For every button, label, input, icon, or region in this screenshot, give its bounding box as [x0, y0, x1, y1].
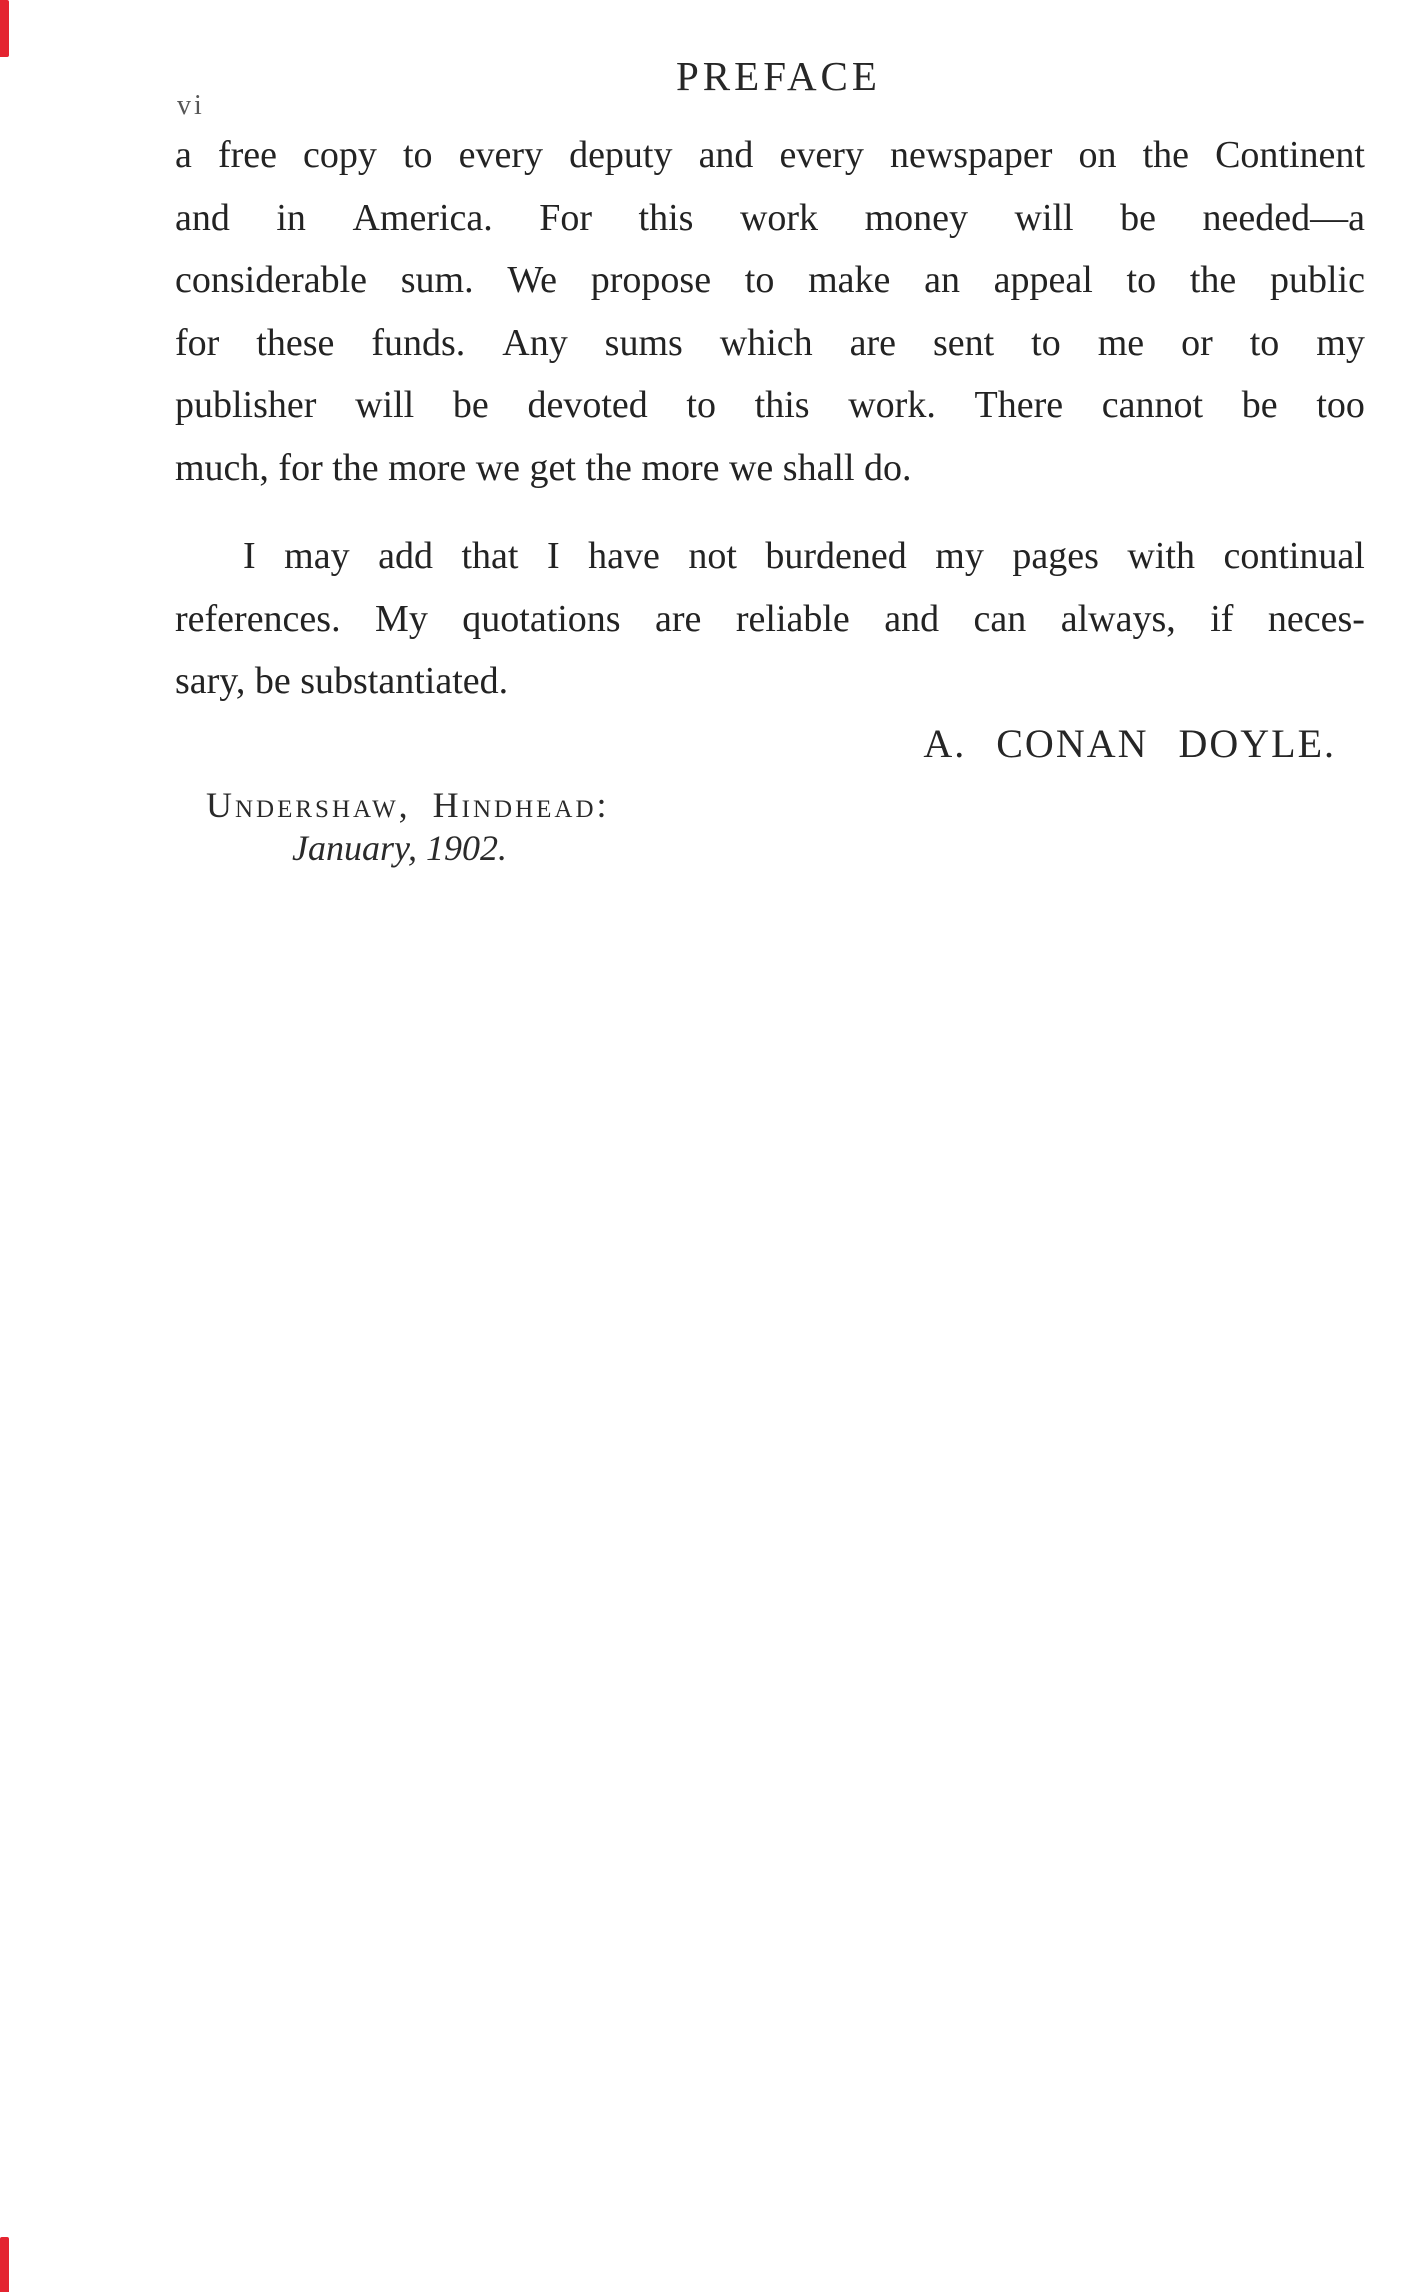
text-line: and in America. For this work money will be needed—a: [175, 196, 1365, 239]
scan-artifact-mark-top: [0, 0, 9, 57]
page-number: vi: [177, 90, 205, 121]
paragraph: [175, 124, 1365, 499]
scan-artifact-mark-bottom: [0, 2237, 9, 2292]
text-line: for these funds. Any sums which are sent to me or to my: [175, 321, 1365, 364]
text-line: I may add that I have not burdened my pages with continual: [243, 535, 1365, 577]
text-line: references. My quotations are reliable and can always, if neces-: [175, 597, 1365, 640]
page-title: PREFACE: [676, 53, 881, 99]
text-line: considerable sum. We propose to make an appeal to the public: [175, 259, 1365, 301]
imprint-location: Undershaw, Hindhead:: [206, 785, 610, 825]
text-line: much, for the more we get the more we shall do.: [175, 446, 912, 489]
author-signature: A. CONAN DOYLE.: [923, 721, 1336, 766]
paragraph: [175, 525, 1365, 713]
text-line: sary, be substantiated.: [175, 660, 509, 702]
imprint-date: January, 1902.: [292, 828, 507, 868]
text-line: a free copy to every deputy and every newspaper on the Continent: [175, 134, 1365, 176]
body-text: [175, 124, 1365, 713]
text-line: publisher will be devoted to this work. There cannot be too: [175, 384, 1365, 426]
